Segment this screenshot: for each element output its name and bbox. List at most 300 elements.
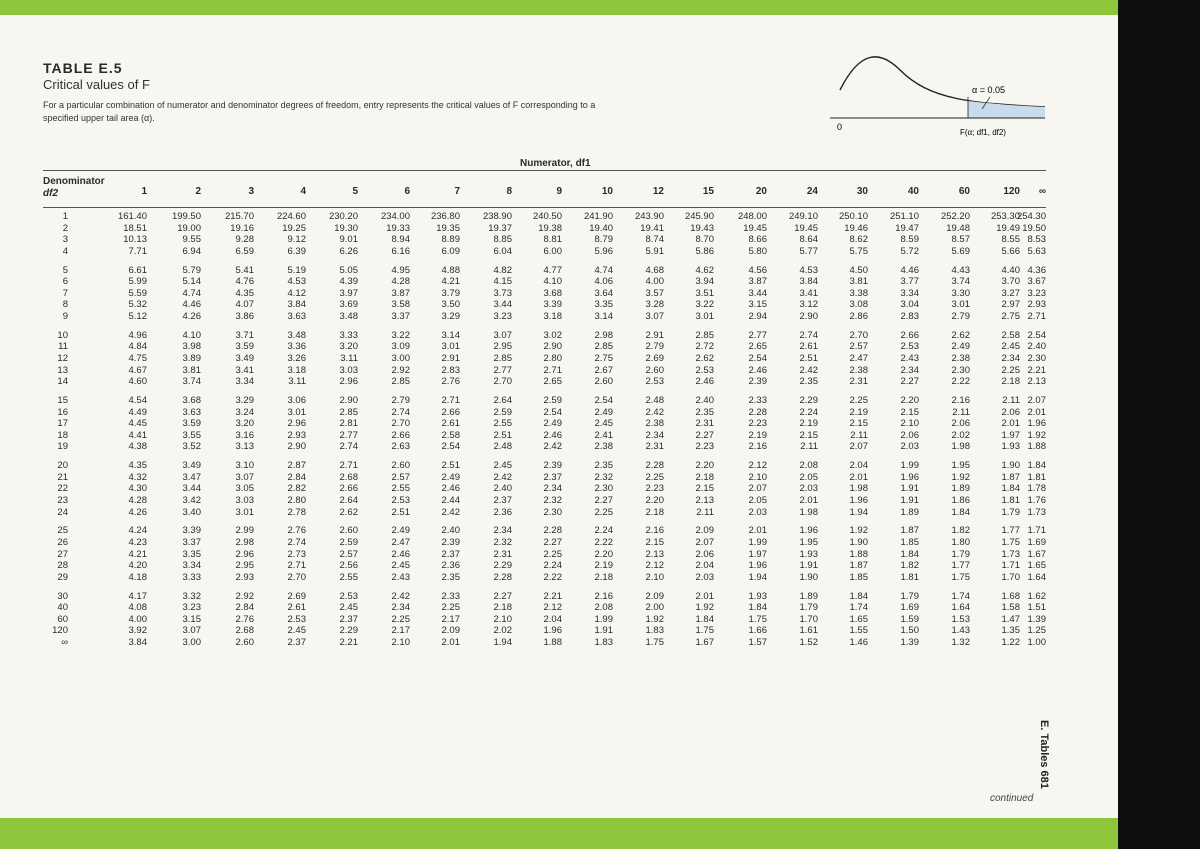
- table-cell: 1.22: [1001, 637, 1020, 648]
- table-cell: 3.63: [287, 311, 306, 322]
- table-cell: 19.49: [996, 222, 1020, 234]
- table-cell: 5.72: [900, 245, 919, 257]
- table-cell: 19.47: [895, 222, 919, 234]
- table-subtitle: Critical values of F: [43, 77, 150, 92]
- table-cell: 3.48: [339, 311, 358, 322]
- table-cell: 3.24: [235, 406, 254, 418]
- column-header: 60: [958, 186, 970, 197]
- table-cell: 3.34: [900, 287, 919, 299]
- table-cell: 3.94: [695, 276, 714, 288]
- table-cell: 5.75: [849, 245, 868, 257]
- column-header: 6: [404, 186, 410, 197]
- table-cell: 2.90: [543, 341, 562, 353]
- table-cell: 1.67: [695, 637, 714, 648]
- bottom-color-band: [0, 818, 1118, 849]
- table-cell: 4.49: [128, 406, 147, 418]
- table-cell: 1.39: [1027, 613, 1046, 625]
- table-cell: 2.17: [441, 613, 460, 625]
- table-cell: 5.12: [128, 311, 147, 322]
- column-header: 8: [506, 186, 512, 197]
- row-label: 2: [62, 222, 68, 234]
- table-cell: 2.07: [849, 441, 868, 453]
- table-cell: 2.02: [493, 625, 512, 637]
- table-cell: 2.74: [391, 406, 410, 418]
- zero-label: 0: [837, 122, 843, 132]
- table-cell: 6.59: [235, 245, 254, 257]
- table-cell: 1.91: [594, 625, 613, 637]
- table-cell: 2.07: [695, 537, 714, 548]
- table-cell: 2.28: [493, 571, 512, 583]
- numerator-header: Numerator, df1: [520, 158, 591, 169]
- table-cell: 2.24: [799, 406, 818, 418]
- table-cell: 2.07: [748, 483, 767, 495]
- table-cell: 1.35: [1001, 625, 1020, 637]
- table-cell: 3.23: [493, 311, 512, 322]
- table-cell: 3.84: [287, 299, 306, 311]
- table-cell: 2.40: [1027, 341, 1046, 353]
- table-cell: 3.15: [182, 613, 201, 625]
- table-cell: 3.36: [287, 341, 306, 353]
- denominator-df-label: df2: [43, 188, 58, 199]
- table-cell: 3.20: [339, 341, 358, 353]
- table-cell: 19.50: [1022, 222, 1046, 234]
- table-cell: 8.89: [441, 234, 460, 246]
- table-cell: 2.38: [594, 441, 613, 453]
- table-cell: 4.67: [128, 364, 147, 376]
- table-cell: 5.69: [951, 245, 970, 257]
- table-cell: 2.55: [493, 418, 512, 430]
- table-cell: 2.60: [594, 376, 613, 388]
- table-cell: 8.94: [391, 234, 410, 246]
- table-cell: 1.84: [748, 602, 767, 614]
- column-header: 9: [556, 186, 562, 197]
- table-cell: 230.20: [328, 211, 358, 222]
- table-cell: 3.49: [235, 353, 254, 364]
- row-label: 10: [57, 329, 68, 341]
- table-cell: 3.38: [849, 287, 868, 299]
- table-cell: 2.23: [748, 418, 767, 430]
- table-cell: 2.84: [287, 471, 306, 483]
- table-cell: 1.73: [1027, 506, 1046, 518]
- table-cell: 1.67: [1027, 548, 1046, 560]
- table-cell: 2.27: [543, 537, 562, 548]
- table-cell: 3.47: [182, 471, 201, 483]
- table-cell: 2.27: [695, 429, 714, 441]
- table-cell: 8.79: [594, 234, 613, 246]
- table-cell: 2.55: [391, 483, 410, 495]
- table-cell: 3.33: [182, 571, 201, 583]
- table-cell: 2.40: [695, 395, 714, 406]
- table-cell: 1.39: [900, 637, 919, 648]
- table-cell: 6.04: [493, 245, 512, 257]
- table-cell: 2.70: [391, 418, 410, 430]
- row-label: 16: [57, 406, 68, 418]
- table-cell: 2.28: [645, 460, 664, 472]
- table-cell: 2.85: [695, 329, 714, 341]
- table-cell: 2.76: [235, 613, 254, 625]
- table-cell: 2.20: [900, 395, 919, 406]
- table-cell: 1.87: [1001, 471, 1020, 483]
- table-cell: 2.49: [951, 341, 970, 353]
- table-cell: 241.90: [583, 211, 613, 222]
- table-cell: 2.10: [645, 571, 664, 583]
- table-cell: 3.34: [235, 376, 254, 388]
- table-cell: 1.79: [799, 602, 818, 614]
- table-cell: 2.04: [543, 613, 562, 625]
- table-cell: 2.48: [645, 395, 664, 406]
- table-cell: 3.74: [951, 276, 970, 288]
- column-header: 20: [755, 186, 767, 197]
- table-cell: 2.33: [441, 590, 460, 602]
- table-cell: 1.77: [1001, 525, 1020, 537]
- table-cell: 2.34: [493, 525, 512, 537]
- table-cell: 2.54: [441, 441, 460, 453]
- table-cell: 1.90: [799, 571, 818, 583]
- table-cell: 1.96: [849, 495, 868, 506]
- row-label: 27: [57, 548, 68, 560]
- table-cell: 5.77: [799, 245, 818, 257]
- table-cell: 2.86: [849, 311, 868, 322]
- table-cell: 3.29: [441, 311, 460, 322]
- table-cell: 2.04: [695, 560, 714, 572]
- table-cell: 2.40: [441, 525, 460, 537]
- table-cell: 1.96: [799, 525, 818, 537]
- table-cell: 4.15: [493, 276, 512, 288]
- column-header: 3: [248, 186, 254, 197]
- column-header: 120: [1003, 186, 1020, 197]
- table-cell: 2.70: [493, 376, 512, 388]
- table-cell: 4.50: [849, 264, 868, 276]
- table-cell: 3.63: [182, 406, 201, 418]
- table-cell: 2.58: [441, 429, 460, 441]
- table-cell: 2.37: [441, 548, 460, 560]
- row-label: 8: [62, 299, 68, 311]
- table-cell: 1.94: [849, 506, 868, 518]
- table-cell: 2.91: [441, 353, 460, 364]
- table-cell: 3.00: [182, 637, 201, 648]
- table-cell: 3.05: [235, 483, 254, 495]
- table-cell: 5.66: [1001, 245, 1020, 257]
- table-cell: 9.12: [287, 234, 306, 246]
- table-cell: 2.18: [695, 471, 714, 483]
- table-cell: 2.38: [849, 364, 868, 376]
- table-cell: 4.62: [695, 264, 714, 276]
- table-cell: 1.98: [951, 441, 970, 453]
- table-cell: 2.82: [287, 483, 306, 495]
- table-cell: 1.77: [951, 560, 970, 572]
- table-cell: 3.73: [493, 287, 512, 299]
- row-label: 12: [57, 353, 68, 364]
- table-cell: 1.79: [1001, 506, 1020, 518]
- table-cell: 19.16: [230, 222, 254, 234]
- table-cell: 2.45: [391, 560, 410, 572]
- table-cell: 1.78: [1027, 483, 1046, 495]
- table-cell: 3.71: [235, 329, 254, 341]
- column-header: 12: [652, 186, 664, 197]
- table-cell: 2.49: [594, 406, 613, 418]
- table-cell: 2.13: [645, 548, 664, 560]
- row-label: 19: [57, 441, 68, 453]
- row-label: 4: [62, 245, 68, 257]
- table-cell: 3.03: [339, 364, 358, 376]
- table-cell: 2.30: [594, 483, 613, 495]
- table-cell: 2.35: [799, 376, 818, 388]
- table-cell: 4.28: [128, 495, 147, 506]
- table-cell: 2.97: [1001, 299, 1020, 311]
- table-cell: 253.30: [990, 211, 1020, 222]
- table-cell: 4.35: [235, 287, 254, 299]
- table-cell: 2.32: [594, 471, 613, 483]
- table-cell: 8.66: [748, 234, 767, 246]
- table-cell: 4.18: [128, 571, 147, 583]
- table-cell: 2.01: [849, 471, 868, 483]
- table-cell: 3.89: [182, 353, 201, 364]
- table-cell: 2.12: [748, 460, 767, 472]
- table-cell: 2.57: [849, 341, 868, 353]
- table-cell: 2.91: [645, 329, 664, 341]
- table-cell: 19.30: [334, 222, 358, 234]
- table-cell: 2.25: [441, 602, 460, 614]
- table-cell: 2.72: [695, 341, 714, 353]
- table-cell: 1.65: [849, 613, 868, 625]
- denominator-label: Denominator: [43, 176, 105, 187]
- table-cell: 1.84: [695, 613, 714, 625]
- table-cell: 1.71: [1001, 560, 1020, 572]
- table-cell: 2.30: [1027, 353, 1046, 364]
- table-cell: 3.51: [695, 287, 714, 299]
- table-cell: 1.69: [1027, 537, 1046, 548]
- table-cell: 2.75: [594, 353, 613, 364]
- table-cell: 4.12: [287, 287, 306, 299]
- table-cell: 2.71: [441, 395, 460, 406]
- table-cell: 1.94: [493, 637, 512, 648]
- table-cell: 3.09: [391, 341, 410, 353]
- table-cell: 2.71: [543, 364, 562, 376]
- table-cell: 1.84: [849, 590, 868, 602]
- table-cell: 2.15: [849, 418, 868, 430]
- table-cell: 2.51: [493, 429, 512, 441]
- table-cell: 2.43: [391, 571, 410, 583]
- table-cell: 248.00: [737, 211, 767, 222]
- table-cell: 3.64: [594, 287, 613, 299]
- table-cell: 2.34: [900, 364, 919, 376]
- table-cell: 19.25: [282, 222, 306, 234]
- table-cell: 2.59: [493, 406, 512, 418]
- table-cell: 2.42: [799, 364, 818, 376]
- table-cell: 2.21: [339, 637, 358, 648]
- table-cell: 19.45: [794, 222, 818, 234]
- table-cell: 1.59: [900, 613, 919, 625]
- table-cell: 5.59: [128, 287, 147, 299]
- table-cell: 1.83: [594, 637, 613, 648]
- table-cell: 4.21: [128, 548, 147, 560]
- table-cell: 2.34: [543, 483, 562, 495]
- table-cell: 2.85: [391, 376, 410, 388]
- table-cell: 2.81: [339, 418, 358, 430]
- table-cell: 1.53: [951, 613, 970, 625]
- table-cell: 1.98: [799, 506, 818, 518]
- table-cell: 1.84: [1001, 483, 1020, 495]
- table-cell: 3.44: [182, 483, 201, 495]
- column-header: 10: [601, 186, 613, 197]
- table-cell: 2.73: [287, 548, 306, 560]
- table-cell: 2.24: [543, 560, 562, 572]
- table-cell: 1.00: [1027, 637, 1046, 648]
- table-cell: 2.05: [748, 495, 767, 506]
- table-cell: 2.55: [339, 571, 358, 583]
- table-cell: 3.40: [182, 506, 201, 518]
- table-cell: 19.45: [743, 222, 767, 234]
- table-cell: 3.35: [182, 548, 201, 560]
- table-cell: 2.18: [594, 571, 613, 583]
- table-cell: 4.26: [182, 311, 201, 322]
- table-cell: 4.00: [128, 613, 147, 625]
- table-cell: 2.54: [748, 353, 767, 364]
- table-cell: 19.00: [177, 222, 201, 234]
- table-cell: 2.20: [594, 548, 613, 560]
- table-cell: 6.94: [182, 245, 201, 257]
- table-cell: 1.91: [900, 483, 919, 495]
- table-cell: 2.20: [695, 460, 714, 472]
- table-cell: 2.84: [235, 602, 254, 614]
- table-cell: 2.27: [900, 376, 919, 388]
- table-cell: 2.09: [695, 525, 714, 537]
- table-cell: 2.51: [441, 460, 460, 472]
- table-cell: 3.32: [182, 590, 201, 602]
- row-label: 24: [57, 506, 68, 518]
- table-cell: 4.08: [128, 602, 147, 614]
- table-cell: 8.70: [695, 234, 714, 246]
- table-cell: 5.14: [182, 276, 201, 288]
- table-cell: 2.71: [287, 560, 306, 572]
- table-cell: 4.45: [128, 418, 147, 430]
- table-cell: 3.01: [235, 506, 254, 518]
- table-cell: 2.51: [799, 353, 818, 364]
- table-cell: 245.90: [684, 211, 714, 222]
- row-label: 28: [57, 560, 68, 572]
- table-cell: 1.80: [951, 537, 970, 548]
- table-cell: 6.26: [339, 245, 358, 257]
- table-cell: 2.12: [645, 560, 664, 572]
- table-cell: 2.40: [493, 483, 512, 495]
- table-cell: 3.41: [799, 287, 818, 299]
- table-cell: 1.90: [1001, 460, 1020, 472]
- row-label: 5: [62, 264, 68, 276]
- table-cell: 2.03: [695, 571, 714, 583]
- table-cell: 2.28: [748, 406, 767, 418]
- table-cell: 1.75: [1001, 537, 1020, 548]
- table-cell: 2.35: [695, 406, 714, 418]
- table-cell: 3.33: [339, 329, 358, 341]
- table-cell: 1.50: [900, 625, 919, 637]
- table-cell: 3.06: [287, 395, 306, 406]
- table-cell: 2.12: [543, 602, 562, 614]
- table-cell: 2.42: [391, 590, 410, 602]
- table-cell: 2.75: [1001, 311, 1020, 322]
- table-cell: 2.51: [391, 506, 410, 518]
- critical-f-label: F(α; df1, df2): [960, 128, 1006, 137]
- table-cell: 4.20: [128, 560, 147, 572]
- table-cell: 2.18: [1001, 376, 1020, 388]
- table-cell: 1.99: [748, 537, 767, 548]
- table-cell: 3.50: [441, 299, 460, 311]
- table-cell: 2.60: [645, 364, 664, 376]
- table-cell: 4.68: [645, 264, 664, 276]
- column-header: 4: [300, 186, 306, 197]
- table-cell: 1.88: [849, 548, 868, 560]
- table-cell: 243.90: [634, 211, 664, 222]
- table-cell: 2.64: [493, 395, 512, 406]
- table-cell: 3.03: [235, 495, 254, 506]
- table-cell: 3.07: [235, 471, 254, 483]
- table-cell: 1.99: [594, 613, 613, 625]
- table-cell: 2.11: [696, 506, 714, 518]
- table-cell: 8.74: [645, 234, 664, 246]
- table-cell: 2.08: [594, 602, 613, 614]
- table-cell: 9.01: [339, 234, 358, 246]
- table-cell: 1.75: [748, 613, 767, 625]
- table-cell: 1.88: [1027, 441, 1046, 453]
- table-cell: 3.77: [900, 276, 919, 288]
- table-cell: 2.39: [441, 537, 460, 548]
- table-cell: 2.18: [645, 506, 664, 518]
- table-cell: 10.13: [123, 234, 147, 246]
- continued-note: continued: [990, 793, 1034, 804]
- table-cell: 249.10: [788, 211, 818, 222]
- row-label: 30: [57, 590, 68, 602]
- table-cell: 1.92: [645, 613, 664, 625]
- table-cell: 224.60: [276, 211, 306, 222]
- table-cell: 1.89: [900, 506, 919, 518]
- table-cell: 2.65: [748, 341, 767, 353]
- table-cell: 3.15: [748, 299, 767, 311]
- table-cell: 2.53: [900, 341, 919, 353]
- table-cell: 4.35: [128, 460, 147, 472]
- table-cell: 3.67: [1027, 276, 1046, 288]
- table-cell: 251.10: [889, 211, 919, 222]
- table-cell: 2.71: [1027, 311, 1046, 322]
- table-cell: 2.85: [594, 341, 613, 353]
- table-cell: 2.96: [235, 548, 254, 560]
- column-header: 2: [195, 186, 201, 197]
- table-cell: 234.00: [380, 211, 410, 222]
- table-cell: 3.84: [128, 637, 147, 648]
- table-cell: 215.70: [224, 211, 254, 222]
- table-cell: 2.42: [543, 441, 562, 453]
- row-label: 60: [57, 613, 68, 625]
- table-cell: 1.81: [1027, 471, 1046, 483]
- table-cell: 2.01: [1027, 406, 1046, 418]
- table-cell: 2.62: [339, 506, 358, 518]
- table-cell: 2.24: [594, 525, 613, 537]
- table-cell: 4.46: [900, 264, 919, 276]
- table-cell: 2.60: [339, 525, 358, 537]
- table-cell: 1.86: [951, 495, 970, 506]
- table-cell: 1.75: [645, 637, 664, 648]
- table-cell: 2.28: [543, 525, 562, 537]
- page-side-label: E. Tables 681: [1038, 720, 1050, 789]
- table-cell: 1.97: [1001, 429, 1020, 441]
- table-cell: 1.84: [951, 506, 970, 518]
- table-cell: 4.39: [339, 276, 358, 288]
- row-label: 120: [52, 625, 68, 637]
- table-cell: 1.66: [748, 625, 767, 637]
- row-label: 9: [62, 311, 68, 322]
- column-header: 40: [907, 186, 919, 197]
- table-cell: 3.59: [235, 341, 254, 353]
- table-cell: 2.66: [339, 483, 358, 495]
- table-cell: 1.92: [1027, 429, 1046, 441]
